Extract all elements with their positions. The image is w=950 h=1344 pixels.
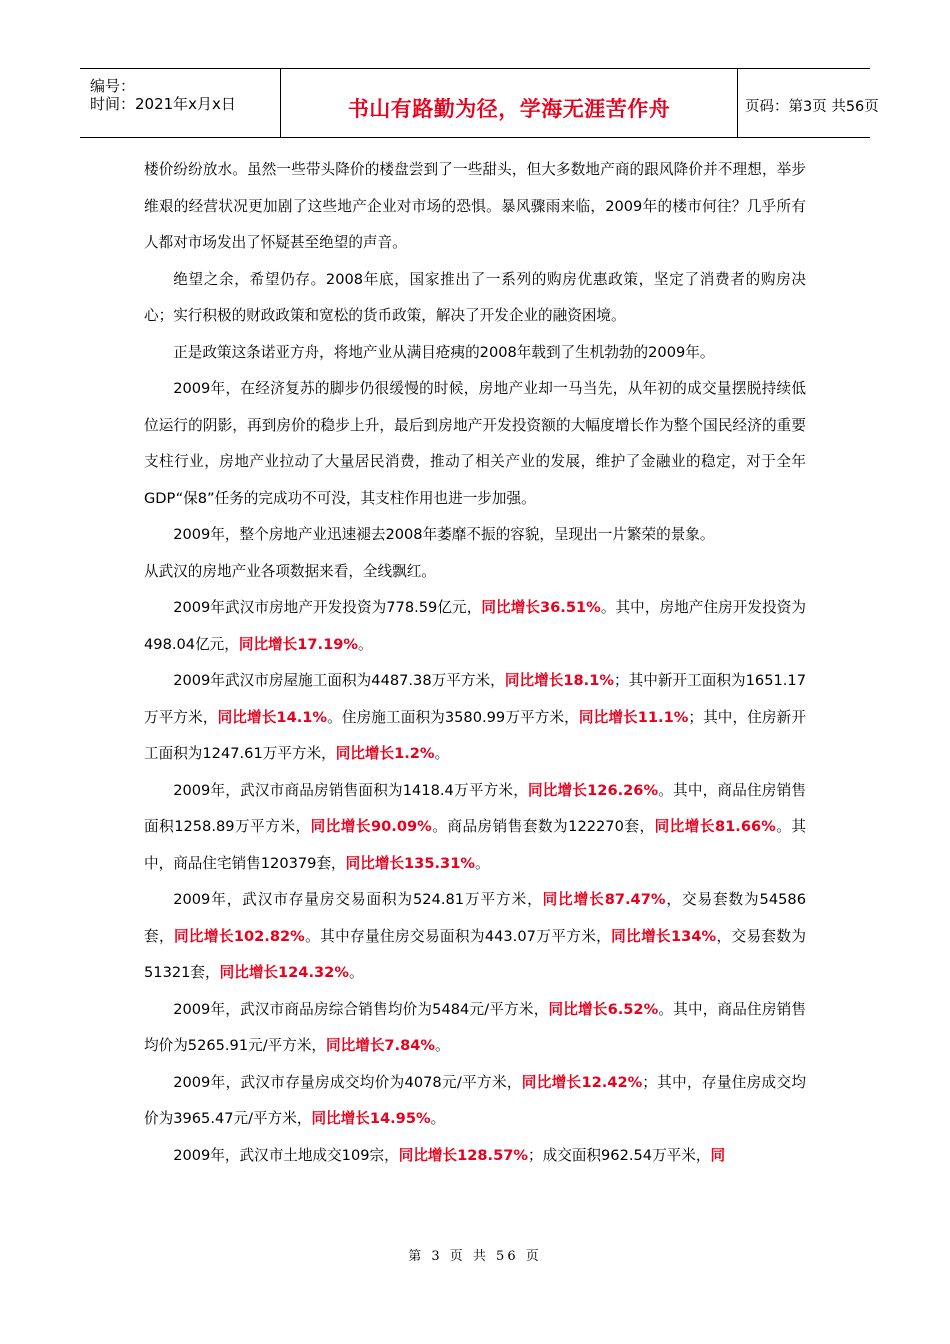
- text-run: ；成交面积962.54万平米，: [528, 1146, 711, 1164]
- text-run: 。: [348, 964, 364, 981]
- growth-highlight: 同: [710, 1146, 726, 1164]
- text-run: ；其中新开工面积为1651.17万平方米，: [144, 672, 806, 726]
- text-run: ，交易套数为54586套，: [144, 891, 806, 945]
- paragraph: 2009年，在经济复苏的脚步仍很缓慢的时候，房地产业却一马当先，从年初的成交量摆脱持续低位运行的阴影，再到房价的稳步上升，最后到房地产开发投资额的大幅度增长作为整个国民经济的重要支柱行业，房地产业拉动了大量居民消费，推动了相关产业的发展，维护了金融业的稳定，对于全年GDP“保8”任务的完成功不可没，其支柱作用也进一步加强。: [144, 380, 806, 507]
- paragraph: 从武汉的房地产业各项数据来看，全线飘红。: [144, 562, 436, 580]
- text-run: 。其中存量住房交易面积为443.07万平方米，: [304, 927, 612, 945]
- text-run: 2009年，武汉市存量房交易面积为524.81万平方米，: [173, 891, 543, 908]
- growth-highlight: 同比增长14.95%: [311, 1110, 431, 1127]
- paragraph-investment: [144, 590, 806, 663]
- paragraph-avg-price: [144, 992, 806, 1065]
- text-run: 。其中，商品住宅销售120379套，: [144, 818, 806, 872]
- paragraph-resale: [144, 882, 806, 992]
- growth-highlight: 同比增长81.66%: [654, 818, 776, 835]
- growth-highlight: 同比增长7.84%: [326, 1037, 436, 1054]
- text-run: 。: [358, 635, 373, 653]
- text-run: 。其中，房地产住房开发投资为498.04亿元，: [144, 599, 806, 653]
- text-run: 2009年，武汉市商品房综合销售均价为5484元/平方米，: [173, 1000, 549, 1018]
- growth-highlight: 同比增长1.2%: [335, 745, 435, 762]
- paragraph-land: [144, 1138, 806, 1175]
- text-run: 2009年，武汉市商品房销售面积为1418.4万平方米，: [173, 781, 528, 799]
- growth-highlight: 同比增长126.26%: [527, 781, 659, 799]
- text-run: 2009年武汉市房地产开发投资为778.59亿元，: [173, 599, 482, 616]
- text-run: 。: [474, 854, 490, 872]
- growth-highlight: 同比增长6.52%: [548, 1000, 659, 1018]
- header-motto-cell: [280, 69, 738, 137]
- document-body: [144, 152, 806, 1174]
- header-meta-cell: [80, 69, 280, 137]
- header-motto: 书山有路勤为径，学海无涯苦作舟: [347, 97, 671, 121]
- text-run: 。住房施工面积为3580.99万平方米，: [327, 708, 579, 726]
- growth-highlight: 同比增长12.42%: [521, 1073, 643, 1091]
- growth-highlight: 同比增长134%: [611, 927, 717, 945]
- growth-highlight: 同比增长124.32%: [219, 964, 349, 981]
- paragraph: 楼价纷纷放水。虽然一些带头降价的楼盘尝到了一些甜头，但大多数地产商的跟风降价并不理想，举步维艰的经营状况更加剧了这些地产企业对市场的恐惧。暴风骤雨来临，2009年的楼市何往？几乎所有人都对市场发出了怀疑甚至绝望的声音。: [144, 161, 806, 251]
- text-run: 。其中，商品住房销售面积1258.89万平方米，: [144, 781, 806, 835]
- text-run: 2009年，武汉市土地成交109宗，: [173, 1146, 399, 1164]
- paragraph-sales: [144, 773, 806, 883]
- header-page-code: 页码：第3页 共56页: [745, 99, 879, 115]
- growth-highlight: 同比增长11.1%: [578, 708, 689, 726]
- text-run: 2009年武汉市房屋施工面积为4487.38万平方米，: [173, 672, 505, 689]
- paragraph: 正是政策这条诺亚方舟，将地产业从满目疮痍的2008年载到了生机勃勃的2009年。: [173, 343, 715, 361]
- paragraph-construction: [144, 663, 806, 773]
- paragraph-resale-price: [144, 1065, 806, 1138]
- growth-highlight: 同比增长14.1%: [217, 708, 328, 726]
- growth-highlight: 同比增长90.09%: [310, 818, 432, 835]
- growth-highlight: 同比增长36.51%: [481, 599, 601, 616]
- growth-highlight: 同比增长135.31%: [345, 854, 475, 872]
- growth-highlight: 同比增长17.19%: [238, 635, 359, 653]
- growth-highlight: 同比增长87.47%: [542, 891, 666, 908]
- text-run: ；其中，存量住房成交均价为3965.47元/平方米，: [144, 1073, 806, 1127]
- document-number-label: 编号：: [90, 77, 136, 95]
- paragraph: 绝望之余，希望仍存。2008年底，国家推出了一系列的购房优惠政策，坚定了消费者的购房决心；实行积极的财政政策和宽松的货币政策，解决了开发企业的融资困境。: [144, 270, 806, 324]
- text-run: ，交易套数为51321套，: [144, 927, 806, 981]
- text-run: 。: [434, 745, 450, 762]
- text-run: 。: [430, 1110, 446, 1127]
- header-table: [80, 68, 879, 138]
- document-time-label: 时间：2021年x月x日: [90, 95, 236, 113]
- growth-highlight: 同比增长18.1%: [504, 672, 614, 689]
- text-run: 。商品房销售套数为122270套，: [431, 818, 655, 835]
- text-run: 。其中，商品住房销售均价为5265.91元/平方米，: [144, 1000, 806, 1054]
- text-run: ；其中，住房新开工面积为1247.61万平方米，: [144, 708, 806, 762]
- page-footer: 第 3 页 共 56 页: [408, 1249, 542, 1264]
- paragraph: 2009年，整个房地产业迅速褪去2008年萎靡不振的容貌，呈现出一片繁荣的景象。: [173, 526, 715, 543]
- growth-highlight: 同比增长128.57%: [398, 1146, 529, 1164]
- text-run: 。: [435, 1037, 450, 1054]
- header-page-cell: [737, 69, 879, 137]
- text-run: 2009年，武汉市存量房成交均价为4078元/平方米，: [173, 1073, 522, 1091]
- growth-highlight: 同比增长102.82%: [173, 927, 305, 945]
